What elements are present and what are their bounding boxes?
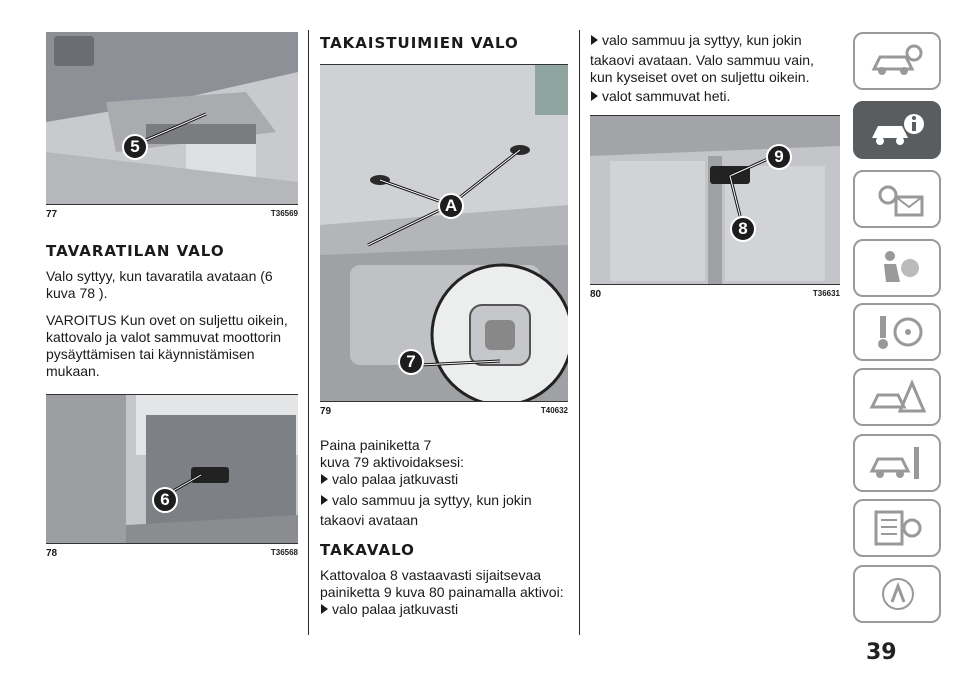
figure-79-image xyxy=(320,65,568,401)
column-divider xyxy=(579,30,580,635)
car-warning-icon xyxy=(866,377,928,417)
figure-rule xyxy=(46,543,298,544)
list-item xyxy=(590,88,840,105)
figure-80-caption xyxy=(590,289,840,300)
list-item xyxy=(320,601,568,618)
tab-alphabet-index[interactable] xyxy=(853,565,941,623)
figure-77-image xyxy=(46,32,298,204)
figure-rule xyxy=(590,284,840,285)
callout-5: 5 xyxy=(122,134,148,160)
bullet-arrow-icon xyxy=(591,35,598,45)
section-heading: TAKAISTUIMIEN VALO xyxy=(320,34,519,52)
figure-number: 80 xyxy=(590,289,602,300)
tab-specifications[interactable] xyxy=(853,499,941,557)
car-wrench-icon xyxy=(866,443,928,483)
tab-car-wrench[interactable] xyxy=(853,434,941,492)
paragraph: Paina painiketta 7 xyxy=(320,437,432,453)
section-heading: TAVARATILAN VALO xyxy=(46,242,225,260)
warning-paragraph: VAROITUS Kun ovet on suljettu oikein, kattovalo ja valot sammuvat moottorin pysäyttämisen tai käynnistämisen mukaan. xyxy=(46,312,288,379)
figure-79-caption xyxy=(320,406,568,417)
callout-8: 8 xyxy=(730,216,756,242)
column-left xyxy=(46,0,298,559)
figure-77-caption xyxy=(46,209,298,220)
car-info-icon xyxy=(866,110,928,150)
paragraph: takaovi avataan xyxy=(320,512,419,528)
figure-code: T36568 xyxy=(270,548,298,557)
paragraph: Valo syttyy, kun tavaratila avataan (6 kuva 78 ). xyxy=(46,268,273,301)
figure-78-image xyxy=(46,395,298,543)
figure-code: T36631 xyxy=(812,289,840,298)
figure-code: T36569 xyxy=(270,209,298,218)
callout-7: 7 xyxy=(398,349,424,375)
figure-number: 78 xyxy=(46,548,58,559)
list-item xyxy=(320,471,568,488)
paragraph: Kattovaloa 8 vastaavasti sijaitsevaa painiketta 9 kuva 80 painamalla aktivoi: xyxy=(320,567,564,600)
list-item xyxy=(320,492,568,509)
key-steering-wheel-icon xyxy=(866,312,928,352)
bullet-arrow-icon xyxy=(321,495,328,505)
tab-car-dashboard[interactable] xyxy=(853,32,941,90)
figure-rule xyxy=(320,401,568,402)
tab-car-info[interactable] xyxy=(853,101,941,159)
list-item-text: valo palaa jatkuvasti xyxy=(332,471,459,487)
list-item-text: valo palaa jatkuvasti xyxy=(332,601,459,617)
column-divider xyxy=(308,30,309,635)
list-item-text: valot sammuvat heti. xyxy=(602,88,731,104)
tab-lights-message[interactable] xyxy=(853,170,941,228)
figure-code: T40632 xyxy=(540,406,568,415)
figure-78-caption xyxy=(46,548,298,559)
tab-key-steering[interactable] xyxy=(853,303,941,361)
figure-80-image xyxy=(590,116,840,284)
page-number: 39 xyxy=(866,640,897,665)
figure-rule xyxy=(46,204,298,205)
paragraph: takaovi avataan. Valo sammuu vain, kun kyseiset ovet on suljettu oikein. xyxy=(590,52,814,85)
car-dashboard-icon xyxy=(866,41,928,81)
alphabet-index-icon xyxy=(866,574,928,614)
paragraph: kuva 79 aktivoidaksesi: xyxy=(320,454,464,470)
list-item xyxy=(590,32,840,49)
bullet-arrow-icon xyxy=(321,474,328,484)
lights-message-icon xyxy=(866,179,928,219)
column-middle xyxy=(320,0,568,618)
airbag-seat-icon xyxy=(866,248,928,288)
figure-number: 77 xyxy=(46,209,58,220)
specifications-gear-icon xyxy=(866,508,928,548)
section-heading: TAKAVALO xyxy=(320,541,415,559)
tab-airbag-seat[interactable] xyxy=(853,239,941,297)
tab-car-warning[interactable] xyxy=(853,368,941,426)
bullet-arrow-icon xyxy=(591,91,598,101)
list-item-text: valo sammuu ja syttyy, kun jokin xyxy=(332,492,532,508)
callout-6: 6 xyxy=(152,487,178,513)
callout-9: 9 xyxy=(766,144,792,170)
list-item-text: valo sammuu ja syttyy, kun jokin xyxy=(602,32,802,48)
figure-number: 79 xyxy=(320,406,332,417)
column-right xyxy=(590,0,840,300)
bullet-arrow-icon xyxy=(321,604,328,614)
callout-a: A xyxy=(438,193,464,219)
